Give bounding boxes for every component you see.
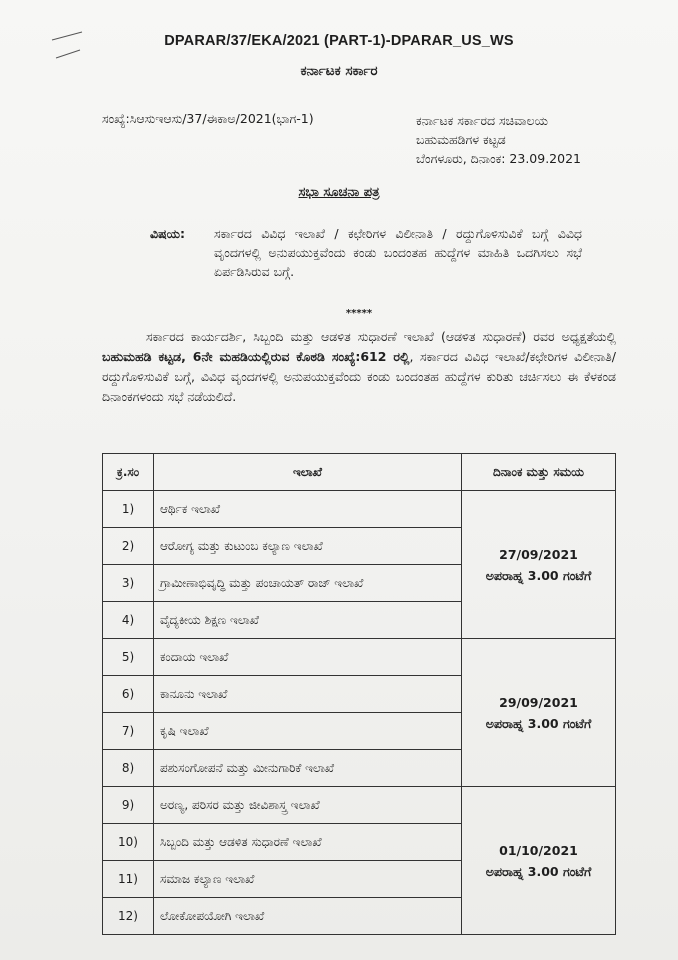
department-name: ಕಂದಾಯ ಇಲಾಖೆ <box>154 639 462 676</box>
separator: ***** <box>345 308 373 319</box>
department-name: ಲೋಕೋಪಯೋಗಿ ಇಲಾಖೆ <box>154 898 462 935</box>
reference-header: DPARAR/37/EKA/2021 (PART-1)-DPARAR_US_WS <box>164 33 514 49</box>
body-text: ಸರ್ಕಾರದ ಕಾರ್ಯದರ್ಶಿ, ಸಿಬ್ಬಂದಿ ಮತ್ತು ಆಡಳಿತ ಸುಧಾರಣೆ ಇಲಾಖೆ (ಆಡಳಿತ ಸುಧಾರಣೆ) ರವರ ಅಧ್ಯಕ್ಷತೆಯಲ್ಲಿ <box>146 329 616 344</box>
department-schedule-table <box>102 453 616 935</box>
row-number: 10) <box>103 824 154 861</box>
department-name: ವೈದ್ಯಕೀಯ ಶಿಕ್ಷಣ ಇಲಾಖೆ <box>154 602 462 639</box>
schedule-cell <box>462 787 616 935</box>
department-name: ಆರೋಗ್ಯ ಮತ್ತು ಕುಟುಂಬ ಕಲ್ಯಾಣ ಇಲಾಖೆ <box>154 528 462 565</box>
address-line: ಬಹುಮಹಡಿಗಳ ಕಟ್ಟಡ <box>416 132 506 147</box>
notice-title: ಸಭಾ ಸೂಚನಾ ಪತ್ರ <box>298 185 380 200</box>
table-header-row <box>103 454 616 491</box>
department-name: ಸಮಾಜ ಕಲ್ಯಾಣ ಇಲಾಖೆ <box>154 861 462 898</box>
subject-text: ಸರ್ಕಾರದ ವಿವಿಧ ಇಲಾಖೆ / ಕಛೇರಿಗಳ ವಿಲೀನಾತಿ / ರದ್ದುಗೊಳಿಸುವಿಕೆ ಬಗ್ಗೆ ವಿವಿಧ ವೃಂದಗಳಲ್ಲಿ ಅನುಪಯುಕ್ತವೆಂದು ಕಂಡು ಬಂದಂತಹ ಹುದ್ದೆಗಳ ಮಾಹಿತಿ ಒದಗಿಸಲು ಸಭೆ ಏರ್ಪಡಿಸಿರುವ ಬಗ್ಗೆ. <box>214 226 582 279</box>
header-department: ಇಲಾಖೆ <box>154 454 462 491</box>
schedule-cell <box>462 491 616 639</box>
header-date-time: ದಿನಾಂಕ ಮತ್ತು ಸಮಯ <box>462 454 616 491</box>
meeting-time: ಅಪರಾಹ್ನ 3.00 ಗಂಟೆಗೆ <box>485 567 592 583</box>
department-name: ಅರಣ್ಯ, ಪರಿಸರ ಮತ್ತು ಜೀವಿಶಾಸ್ತ್ರ ಇಲಾಖೆ <box>154 787 462 824</box>
header-sl-no: ಕ್ರ.ಸಂ <box>103 454 154 491</box>
body-text: , ಸರ್ಕಾರದ ವಿವಿಧ ಇಲಾಖೆ/ಕಛೇರಿಗಳ ವಿಲೀನಾತಿ/ರದ್ದುಗೊಳಿಸುವಿಕೆ ಬಗ್ಗೆ, ವಿವಿಧ ವೃಂದಗಳಲ್ಲಿ ಅನುಪಯುಕ್ತವೆಂದು ಕಂಡು ಬಂದಂತಹ ಹುದ್ದೆಗಳ ಕುರಿತು ಚರ್ಚಿಸಲು ಈ ಕೆಳಕಂಡ ದಿನಾಂಕಗಳಂದು ಸಭೆ ನಡೆಯಲಿದೆ. <box>102 349 617 404</box>
row-number: 8) <box>103 750 154 787</box>
table-row <box>103 787 616 824</box>
document-number: ಸಂಖ್ಯೆ:ಸಿಆಸುಇಆಸು/37/ಈಕಾಅ/2021(ಭಾಗ-1) <box>102 111 314 126</box>
row-number: 12) <box>103 898 154 935</box>
department-name: ಕೃಷಿ ಇಲಾಖೆ <box>154 713 462 750</box>
meeting-time: ಅಪರಾಹ್ನ 3.00 ಗಂಟೆಗೆ <box>485 863 592 879</box>
row-number: 7) <box>103 713 154 750</box>
subject-label: ವಿಷಯ: <box>150 226 185 241</box>
address-date: ಬೆಂಗಳೂರು, ದಿನಾಂಕ: 23.09.2021 <box>416 151 581 166</box>
schedule-cell <box>462 639 616 787</box>
table-row <box>103 639 616 676</box>
meeting-date: 29/09/2021 <box>499 694 578 710</box>
row-number: 6) <box>103 676 154 713</box>
address-line: ಕರ್ನಾಟಕ ಸರ್ಕಾರದ ಸಚಿವಾಲಯ <box>416 113 548 128</box>
department-name: ಆರ್ಥಿಕ ಇಲಾಖೆ <box>154 491 462 528</box>
office-address <box>416 111 581 168</box>
subject-block <box>150 224 582 279</box>
department-name: ಕಾನೂನು ಇಲಾಖೆ <box>154 676 462 713</box>
row-number: 3) <box>103 565 154 602</box>
table-row <box>103 491 616 528</box>
department-name: ಗ್ರಾಮೀಣಾಭಿವೃದ್ಧಿ ಮತ್ತು ಪಂಚಾಯತ್ ರಾಜ್ ಇಲಾಖೆ <box>154 565 462 602</box>
row-number: 1) <box>103 491 154 528</box>
row-number: 4) <box>103 602 154 639</box>
meeting-time: ಅಪರಾಹ್ನ 3.00 ಗಂಟೆಗೆ <box>485 715 592 731</box>
department-name: ಸಿಬ್ಬಂದಿ ಮತ್ತು ಆಡಳಿತ ಸುಧಾರಣೆ ಇಲಾಖೆ <box>154 824 462 861</box>
meeting-date: 27/09/2021 <box>499 546 578 562</box>
meeting-venue: ಬಹುಮಹಡಿ ಕಟ್ಟಡ, 6ನೇ ಮಹಡಿಯಲ್ಲಿರುವ ಕೊಠಡಿ ಸಂಖ್ಯೆ:612 ರಲ್ಲಿ <box>102 349 410 364</box>
row-number: 5) <box>103 639 154 676</box>
meeting-date: 01/10/2021 <box>499 842 578 858</box>
row-number: 9) <box>103 787 154 824</box>
row-number: 11) <box>103 861 154 898</box>
body-paragraph <box>102 327 616 407</box>
government-title: ಕರ್ನಾಟಕ ಸರ್ಕಾರ <box>300 63 378 79</box>
row-number: 2) <box>103 528 154 565</box>
department-name: ಪಶುಸಂಗೋಪನೆ ಮತ್ತು ಮೀನುಗಾರಿಕೆ ಇಲಾಖೆ <box>154 750 462 787</box>
